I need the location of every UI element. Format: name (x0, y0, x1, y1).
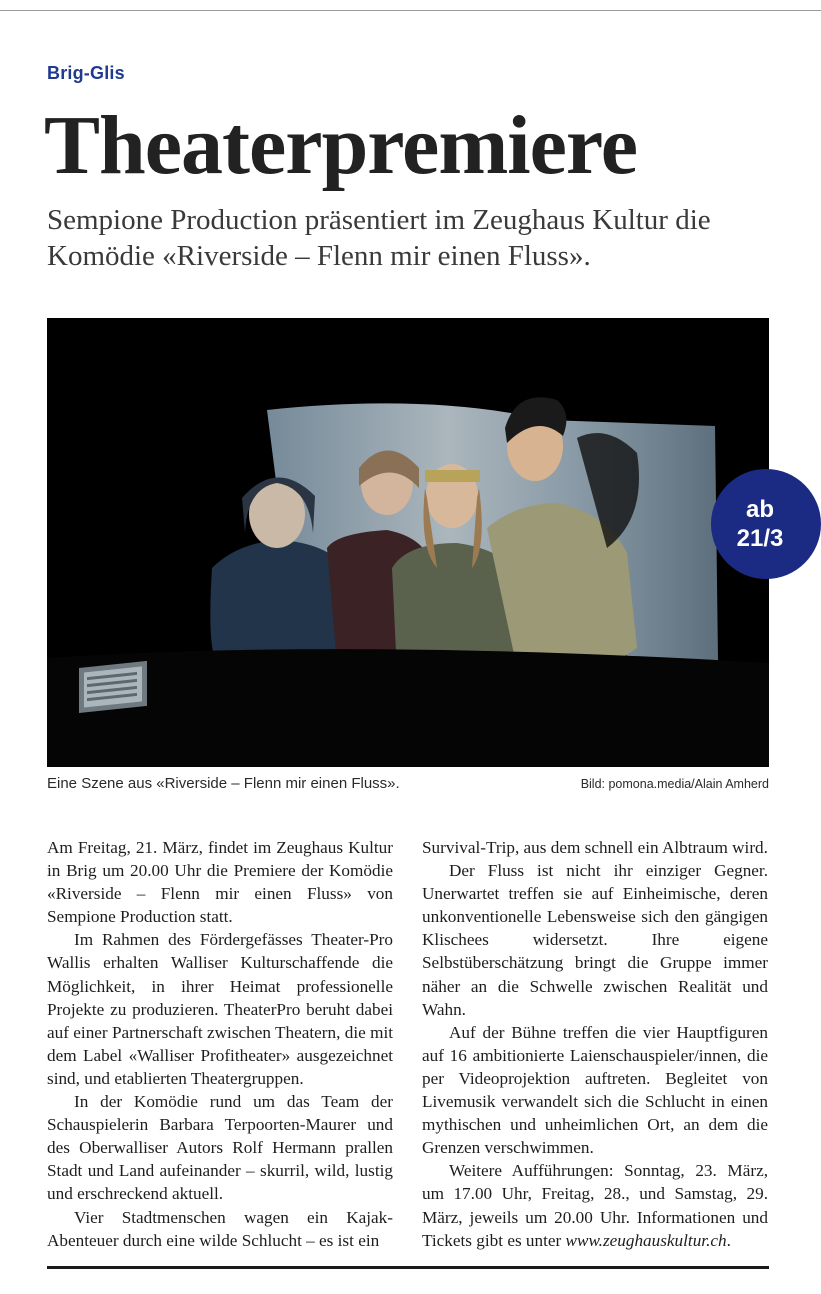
date-badge-line2: 21/3 (736, 525, 784, 552)
paragraph-7-text: Weitere Aufführungen: Sonntag, 23. März, um 17.00 Uhr, Freitag, 28., und Samstag, 29. März, jeweils um 20.00 Uhr. Informationen und Tickets gibt es unter (422, 1161, 768, 1250)
photo-caption: Eine Szene aus «Riverside – Flenn mir einen Fluss». (47, 775, 400, 792)
paragraph-4: Vier Stadtmenschen wagen ein Kajak-Abenteuer durch eine wilde Schlucht – es ist ein (47, 1207, 393, 1250)
date-badge-line1: ab (745, 496, 774, 523)
paragraph-4-continued: Survival-Trip, aus dem schnell ein Albtraum wird. (422, 838, 768, 857)
stage-photo-illustration (47, 318, 769, 767)
subheadline: Sempione Production präsentiert im Zeughaus Kultur die Komödie «Riverside – Flenn mir einen Fluss». (47, 204, 711, 272)
paragraph-7-end: . (726, 1230, 731, 1250)
paragraph-7 (422, 1159, 768, 1251)
top-rule (0, 10, 821, 11)
website-link[interactable]: www.zeughauskultur.ch (565, 1230, 727, 1250)
article-column-right (422, 836, 768, 1252)
laptop (79, 661, 147, 713)
kicker-location: Brig-Glis (47, 63, 125, 83)
paragraph-2: Im Rahmen des Fördergefässes Theater-Pro Wallis erhalten Walliser Kulturschaffende die Möglichkeit, in ihrer Heimat professionelle Projekte zu produzieren. TheaterPro beruht dabei auf einer Partnerschaft zwischen Theatern, die mit dem Label «Walliser Profitheater» ausgezeichnet sind, und etablierten Theatergruppen. (47, 930, 393, 1088)
bottom-rule (47, 1266, 769, 1269)
stage-photo (47, 318, 769, 767)
article-column-left (47, 836, 393, 1252)
paragraph-6: Auf der Bühne treffen die vier Hauptfiguren auf 16 ambitionierte Laienschauspieler/innen, die per Videoprojektion auftreten. Begleitet von Livemusik verwandelt sich die Schlucht in einen mythischen und unheimlichen Ort, an dem die Grenzen verschwimmen. (422, 1022, 768, 1158)
paragraph-1: Am Freitag, 21. März, findet im Zeughaus Kultur in Brig um 20.00 Uhr die Premiere der Komödie «Riverside – Flenn mir einen Fluss» von Sempione Production statt. (47, 838, 393, 927)
headline: Theaterpremiere (44, 99, 637, 192)
paragraph-5: Der Fluss ist nicht ihr einziger Gegner. Unerwartet treffen sie auf Einheimische, deren unkonventionelle Lebensweise sich den gängigen Klischees widersetzt. Ihre eigene Selbstüberschätzung bringt die Gruppe immer näher an die Schwelle zwischen Realität und Wahn. (422, 861, 768, 1019)
paragraph-3: In der Komödie rund um das Team der Schauspielerin Barbara Terpoorten-Maurer und des Oberwalliser Autors Rolf Hermann prallen Stadt und Land aufeinander – skurril, wild, lustig und erschreckend aktuell. (47, 1092, 393, 1204)
photo-credit: Bild: pomona.media/Alain Amherd (580, 777, 769, 791)
date-badge (711, 469, 821, 579)
